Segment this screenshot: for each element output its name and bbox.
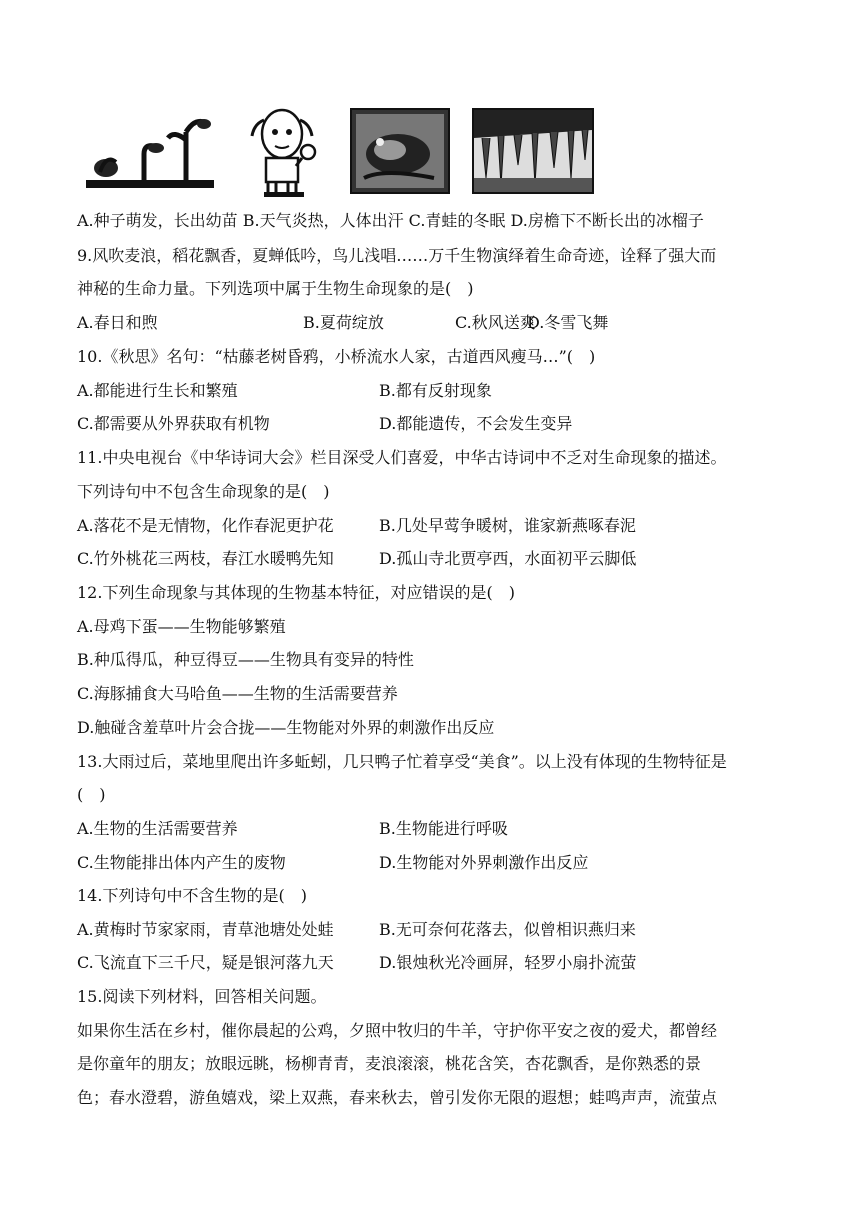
hibernating-frog-figure bbox=[350, 108, 450, 194]
q10-option-a: A.都能进行生长和繁殖 bbox=[77, 381, 238, 400]
q9-option-c: C.秋风送爽 bbox=[455, 313, 536, 332]
q11-option-c: C.竹外桃花三两枝，春江水暖鸭先知 bbox=[77, 549, 334, 568]
q15-passage-line: 是你童年的朋友；放眼远眺，杨柳青青，麦浪滚滚，桃花含笑，杏花飘香，是你熟悉的景 bbox=[77, 1054, 702, 1073]
q9-option-a: A.春日和煦 bbox=[77, 313, 158, 332]
q9-stem: 神秘的生命力量。下列选项中属于生物生命现象的是( ) bbox=[77, 279, 474, 298]
q11-stem: 11.中央电视台《中华诗词大会》栏目深受人们喜爱，中华古诗词中不乏对生命现象的描述。 bbox=[77, 448, 727, 467]
q11-option-b: B.几处早莺争暖树，谁家新燕啄春泥 bbox=[379, 516, 636, 535]
q10-stem: 10.《秋思》名句：“枯藤老树昏鸦，小桥流水人家，古道西风瘦马…”( ) bbox=[77, 347, 596, 366]
q10-options-row1 bbox=[77, 381, 777, 401]
q14-option-b: B.无可奈何花落去，似曾相识燕归来 bbox=[379, 920, 636, 939]
q10-option-d: D.都能遗传，不会发生变异 bbox=[379, 414, 573, 433]
q15-passage-line: 如果你生活在乡村，催你晨起的公鸡，夕照中牧归的牛羊，守护你平安之夜的爱犬，都曾经 bbox=[77, 1021, 718, 1040]
q15-passage-line: 色；春水澄碧，游鱼嬉戏，梁上双燕，春来秋去，曾引发你无限的遐想；蛙鸣声声，流萤点 bbox=[77, 1088, 718, 1107]
q13-options-row1 bbox=[77, 819, 777, 839]
q11-stem: 下列诗句中不包含生命现象的是( ) bbox=[77, 482, 330, 501]
q14-option-d: D.银烛秋光冷画屏，轻罗小扇扑流萤 bbox=[379, 953, 637, 972]
q11-options-row1 bbox=[77, 516, 777, 536]
q11-options-row2 bbox=[77, 549, 777, 569]
q10-options-row2 bbox=[77, 414, 777, 434]
q11-option-a: A.落花不是无情物，化作春泥更护花 bbox=[77, 516, 334, 535]
q14-options-row1 bbox=[77, 920, 777, 940]
q13-option-c: C.生物能排出体内产生的废物 bbox=[77, 853, 286, 872]
q14-stem: 14.下列诗句中不含生物的是( ) bbox=[77, 886, 307, 905]
q8-options: A.种子萌发，长出幼苗 B.天气炎热，人体出汗 C.青蛙的冬眠 D.房檐下不断长出的冰榴子 bbox=[77, 211, 704, 230]
q9-option-d: D.冬雪飞舞 bbox=[527, 313, 609, 332]
seedling-growth-figure bbox=[86, 110, 216, 194]
q10-option-c: C.都需要从外界获取有机物 bbox=[77, 414, 270, 433]
q9-option-b: B.夏荷绽放 bbox=[303, 313, 384, 332]
q12-option-c: C.海豚捕食大马哈鱼——生物的生活需要营养 bbox=[77, 684, 398, 703]
icicles-figure bbox=[472, 108, 594, 194]
q13-option-a: A.生物的生活需要营养 bbox=[77, 819, 238, 838]
q9-stem: 9.风吹麦浪，稻花飘香，夏蝉低吟，鸟儿浅唱……万千生物演绎着生命奇迹，诠释了强大而 bbox=[77, 246, 717, 265]
q14-option-a: A.黄梅时节家家雨，青草池塘处处蛙 bbox=[77, 920, 334, 939]
q9-options bbox=[77, 313, 777, 333]
figure-row bbox=[86, 106, 596, 198]
q10-option-b: B.都有反射现象 bbox=[379, 381, 492, 400]
q11-option-d: D.孤山寺北贾亭西，水面初平云脚低 bbox=[379, 549, 637, 568]
q13-option-d: D.生物能对外界刺激作出反应 bbox=[379, 853, 589, 872]
q14-option-c: C.飞流直下三千尺，疑是银河落九天 bbox=[77, 953, 334, 972]
q12-option-b: B.种瓜得瓜，种豆得豆——生物具有变异的特性 bbox=[77, 650, 414, 669]
q13-stem: 13.大雨过后，菜地里爬出许多蚯蚓，几只鸭子忙着享受“美食”。以上没有体现的生物特征是 bbox=[77, 752, 727, 771]
q13-options-row2 bbox=[77, 853, 777, 873]
q13-stem: ( ) bbox=[77, 785, 106, 804]
q12-option-d: D.触碰含羞草叶片会合拢——生物能对外界的刺激作出反应 bbox=[77, 718, 495, 737]
q12-stem: 12.下列生命现象与其体现的生物基本特征，对应错误的是( ) bbox=[77, 583, 515, 602]
q13-option-b: B.生物能进行呼吸 bbox=[379, 819, 508, 838]
sweating-man-figure bbox=[246, 106, 322, 198]
q15-stem: 15.阅读下列材料，回答相关问题。 bbox=[77, 987, 327, 1006]
q14-options-row2 bbox=[77, 953, 777, 973]
q12-option-a: A.母鸡下蛋——生物能够繁殖 bbox=[77, 617, 286, 636]
